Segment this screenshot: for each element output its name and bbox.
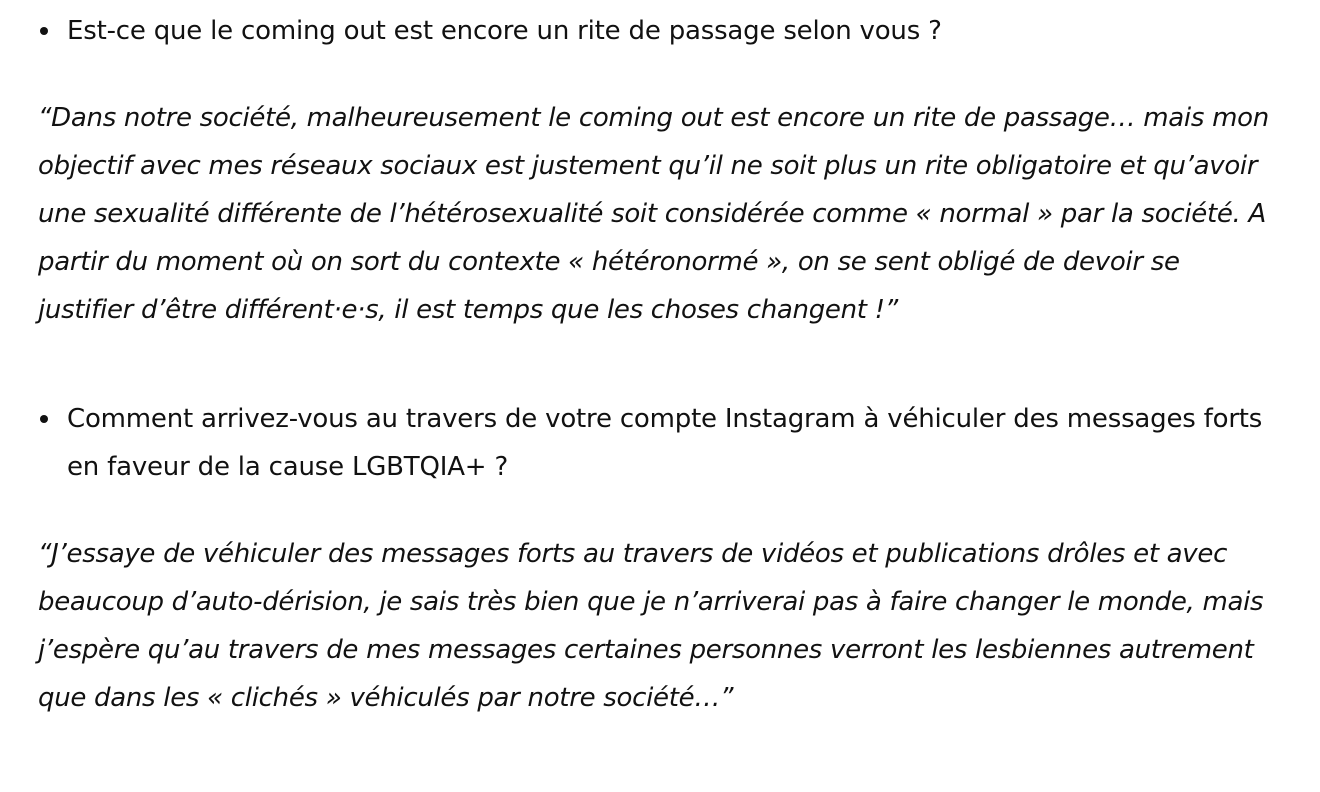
bullet-point-icon: [40, 27, 48, 35]
interview-question: [38, 7, 1288, 55]
question-list: [38, 7, 1288, 55]
interview-answer: “Dans notre société, malheureusement le coming out est encore un rite de passage… mais mon objectif avec mes réseaux sociaux est justement qu’il ne soit plus un rite obligatoire et qu’avoir une sexualité différente de l’hétérosexualité soit considérée comme « normal » par la société. A partir du moment où on sort du contexte « hétéronormé », on se sent obligé de devoir se justifier d’être différent·e·s, il est temps que les choses changent !”: [38, 103, 1269, 325]
bullet-point-icon: [40, 415, 48, 423]
question-list: [38, 395, 1288, 491]
interview-answer: “J’essaye de véhiculer des messages forts au travers de vidéos et publications drôles et avec beaucoup d’auto-dérision, je sais très bien que je n’arriverai pas à faire changer le monde, mais j’espère qu’au travers de mes messages certaines personnes verront les lesbiennes autrement que dans les « clichés » véhiculés par notre société…”: [38, 539, 1264, 713]
question-text: Est-ce que le coming out est encore un rite de passage selon vous ?: [67, 16, 942, 46]
interview-question: [38, 395, 1288, 491]
question-text: Comment arrivez-vous au travers de votre compte Instagram à véhiculer des messages forts en faveur de la cause LGBTQIA+ ?: [67, 404, 1263, 482]
